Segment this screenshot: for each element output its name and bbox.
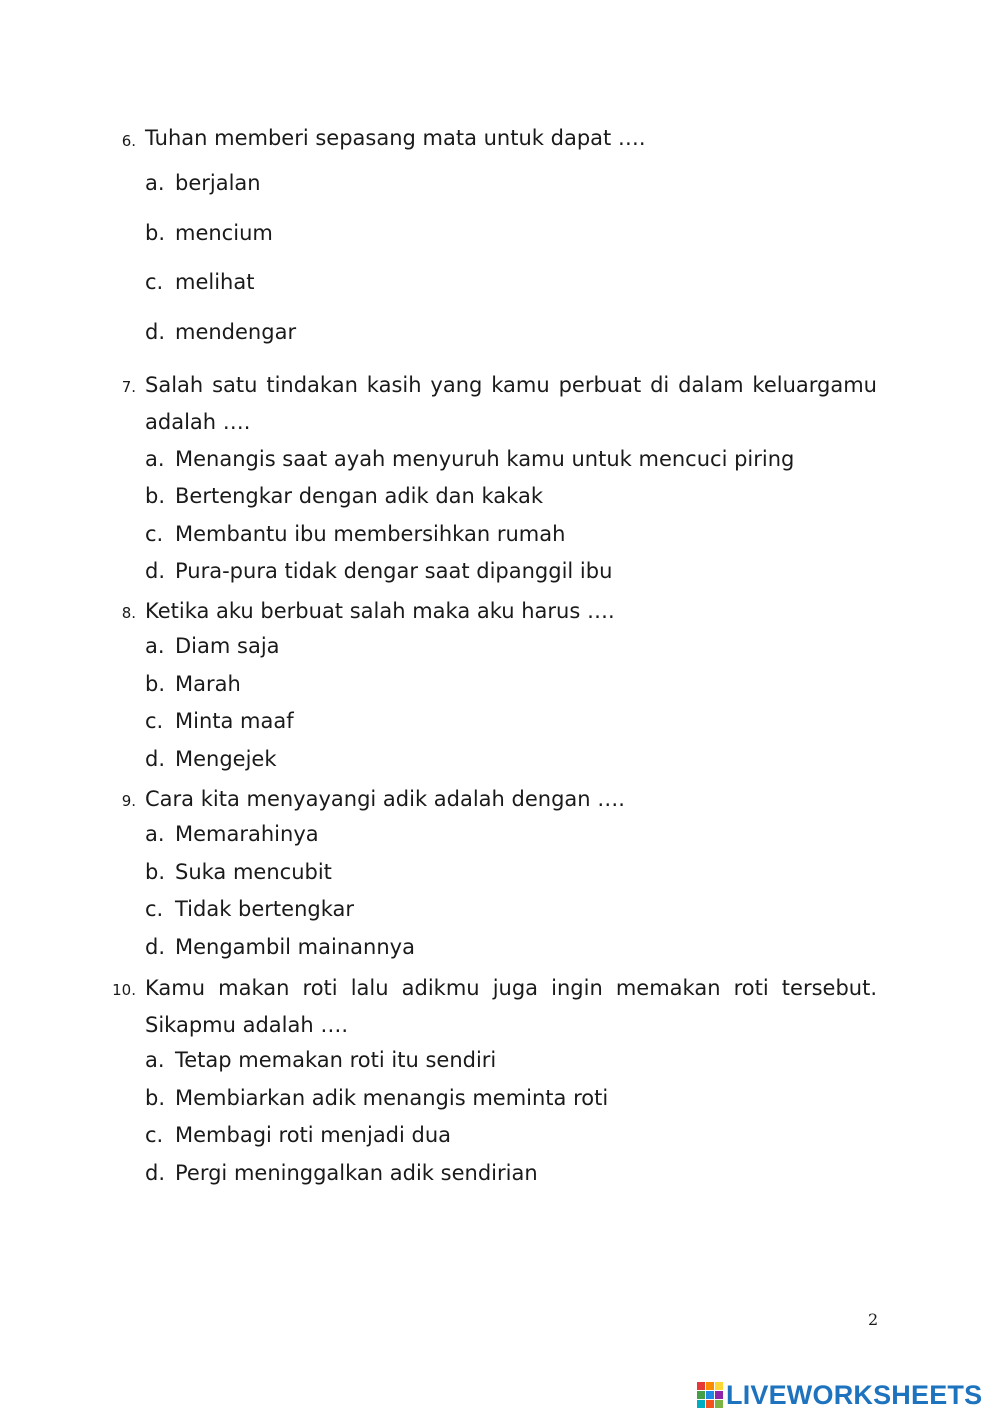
logo-square [715, 1382, 723, 1390]
option-letter: a. [145, 822, 165, 846]
option-text: Marah [175, 672, 241, 696]
option-text: melihat [175, 270, 255, 294]
question-text: Cara kita menyayangi adik adalah dengan …. [145, 787, 625, 811]
option-d[interactable] [145, 935, 415, 959]
option-letter: d. [145, 1161, 166, 1185]
option-text: mencium [175, 221, 273, 245]
option-text: Membagi roti menjadi dua [175, 1123, 452, 1147]
brand-text: LIVEWORKSHEETS [726, 1379, 983, 1410]
option-letter: a. [145, 171, 165, 195]
logo-square [697, 1391, 705, 1399]
logo-square [697, 1382, 705, 1390]
page-number: 2 [868, 1310, 879, 1329]
option-text: Mengambil mainannya [175, 935, 415, 959]
option-text: Mengejek [175, 747, 277, 771]
liveworksheets-logo[interactable] [697, 1380, 982, 1410]
question-text: Tuhan memberi sepasang mata untuk dapat …. [145, 126, 646, 150]
option-text: Tidak bertengkar [175, 897, 355, 921]
option-letter: b. [145, 672, 166, 696]
option-c[interactable] [145, 522, 565, 546]
option-c[interactable] [145, 897, 354, 921]
option-text: Minta maaf [175, 709, 294, 733]
option-a[interactable] [145, 822, 319, 846]
option-letter: b. [145, 484, 166, 508]
option-b[interactable] [145, 672, 241, 696]
question-number: 9. [121, 792, 136, 810]
question-number: 10. [112, 981, 136, 999]
option-c[interactable] [145, 270, 254, 294]
option-c[interactable] [145, 1123, 451, 1147]
option-a[interactable] [145, 1048, 496, 1072]
question-text: Salah satu tindakan kasih yang kamu perbuat di dalam keluargamu adalah …. [145, 373, 877, 434]
option-letter: c. [145, 897, 164, 921]
option-d[interactable] [145, 320, 296, 344]
option-text: Membantu ibu membersihkan rumah [175, 522, 566, 546]
option-letter: a. [145, 1048, 165, 1072]
option-text: Tetap memakan roti itu sendiri [175, 1048, 497, 1072]
option-text: berjalan [175, 171, 261, 195]
logo-square [715, 1400, 723, 1408]
logo-square [706, 1382, 714, 1390]
option-a[interactable] [145, 171, 261, 195]
logo-square [697, 1400, 705, 1408]
option-letter: b. [145, 860, 166, 884]
option-letter: c. [145, 709, 164, 733]
option-text: Memarahinya [175, 822, 319, 846]
question-text: Ketika aku berbuat salah maka aku harus …. [145, 599, 615, 623]
option-letter: b. [145, 221, 166, 245]
question-number: 6. [121, 132, 136, 150]
option-a[interactable] [145, 447, 794, 471]
option-a[interactable] [145, 634, 280, 658]
option-c[interactable] [145, 709, 294, 733]
logo-grid-icon [697, 1382, 723, 1408]
question-text: Kamu makan roti lalu adikmu juga ingin memakan roti tersebut. Sikapmu adalah …. [145, 976, 877, 1037]
question-number: 7. [121, 378, 136, 396]
option-letter: a. [145, 447, 165, 471]
option-text: Bertengkar dengan adik dan kakak [175, 484, 544, 508]
option-letter: d. [145, 320, 166, 344]
option-d[interactable] [145, 747, 277, 771]
option-text: Membiarkan adik menangis meminta roti [175, 1086, 609, 1110]
option-letter: c. [145, 270, 164, 294]
option-text: mendengar [175, 320, 297, 344]
option-text: Suka mencubit [175, 860, 332, 884]
logo-square [706, 1400, 714, 1408]
option-letter: a. [145, 634, 165, 658]
option-text: Pergi meninggalkan adik sendirian [175, 1161, 538, 1185]
option-letter: c. [145, 522, 164, 546]
option-letter: d. [145, 747, 166, 771]
option-b[interactable] [145, 860, 332, 884]
option-b[interactable] [145, 221, 273, 245]
option-d[interactable] [145, 559, 612, 583]
option-d[interactable] [145, 1161, 538, 1185]
option-b[interactable] [145, 1086, 608, 1110]
option-b[interactable] [145, 484, 543, 508]
option-text: Diam saja [175, 634, 280, 658]
logo-square [706, 1391, 714, 1399]
option-letter: d. [145, 559, 166, 583]
question-number: 8. [121, 604, 136, 622]
option-letter: c. [145, 1123, 164, 1147]
option-letter: d. [145, 935, 166, 959]
option-letter: b. [145, 1086, 166, 1110]
logo-square [715, 1391, 723, 1399]
option-text: Pura-pura tidak dengar saat dipanggil ibu [175, 559, 613, 583]
option-text: Menangis saat ayah menyuruh kamu untuk mencuci piring [175, 447, 795, 471]
